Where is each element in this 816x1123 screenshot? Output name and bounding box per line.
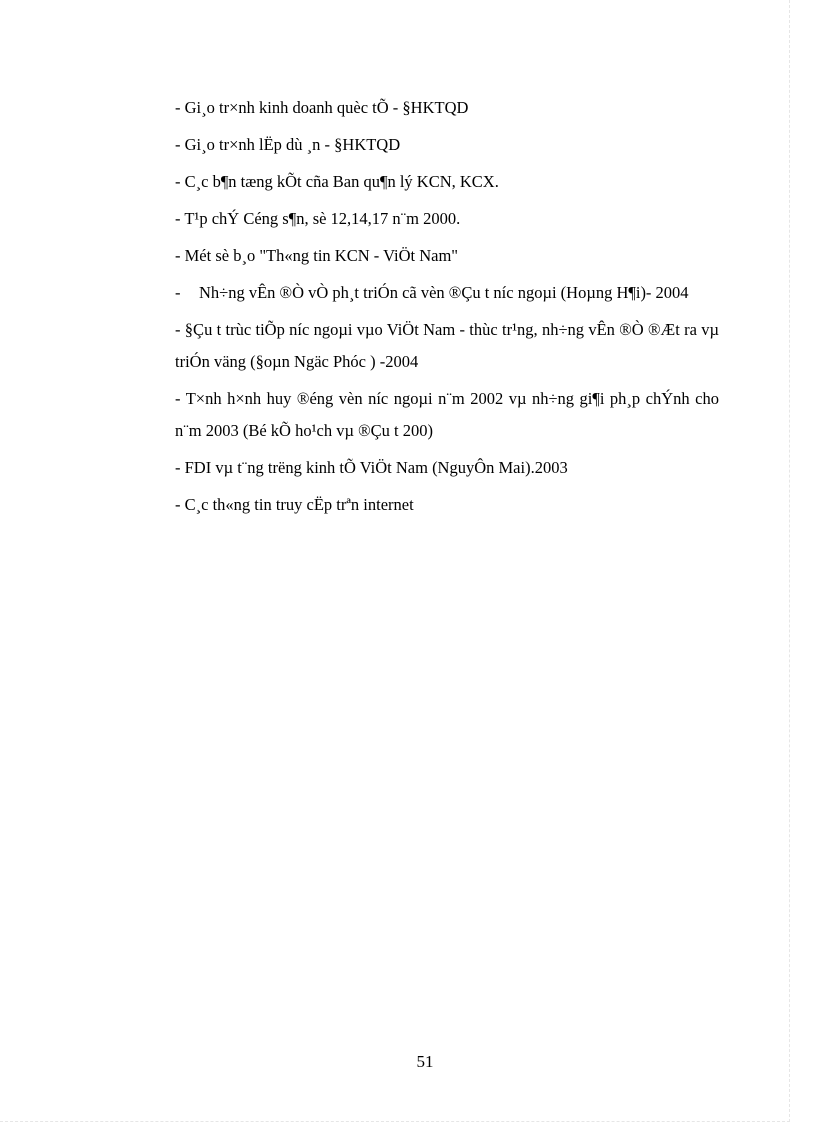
reference-item: - Gi¸o tr×nh lËp dù ¸n - §HKTQD — [175, 135, 401, 154]
reference-item-hanging — [175, 277, 719, 309]
reference-item: - Mét sè b¸o "Th«ng tin KCN - ViÖt Nam" — [175, 246, 459, 265]
reference-item: - T¹p chÝ Céng s¶n, sè 12,14,17 n¨m 2000. — [175, 209, 461, 228]
reference-item: - C¸c th«ng tin truy cËp trªn internet — [175, 495, 414, 514]
reference-item: - §Çu t trùc tiÕp níc ngoµi vµo ViÖt Nam - thùc tr¹ng, nh÷ng vÊn ®Ò ®Æt ra vµ triÓn väng (§oµn Ngäc Phóc ) -2004 — [175, 320, 719, 371]
reference-list — [175, 92, 719, 526]
reference-item: - C¸c b¶n tæng kÕt cña Ban qu¶n lý KCN, KCX. — [175, 172, 499, 191]
bullet-dash: - — [175, 283, 181, 302]
reference-item-text: Nh÷ng vÊn ®Ò vÒ ph¸t triÓn cã vèn ®Çu t níc ngoµi (Hoµng H¶i)- 2004 — [199, 283, 689, 302]
page-number: 51 — [416, 1052, 434, 1071]
reference-item: - FDI vµ t¨ng trëng kinh tÕ ViÖt Nam (NguyÔn Mai).2003 — [175, 458, 568, 477]
reference-item: - T×nh h×nh huy ®éng vèn níc ngoµi n¨m 2002 vµ nh÷ng gi¶i ph¸p chÝnh cho n¨m 2003 (Bé kÕ ho¹ch vµ ®Çu t 200) — [175, 389, 719, 440]
reference-item: - Gi¸o tr×nh kinh doanh quèc tÕ - §HKTQD — [175, 98, 469, 117]
